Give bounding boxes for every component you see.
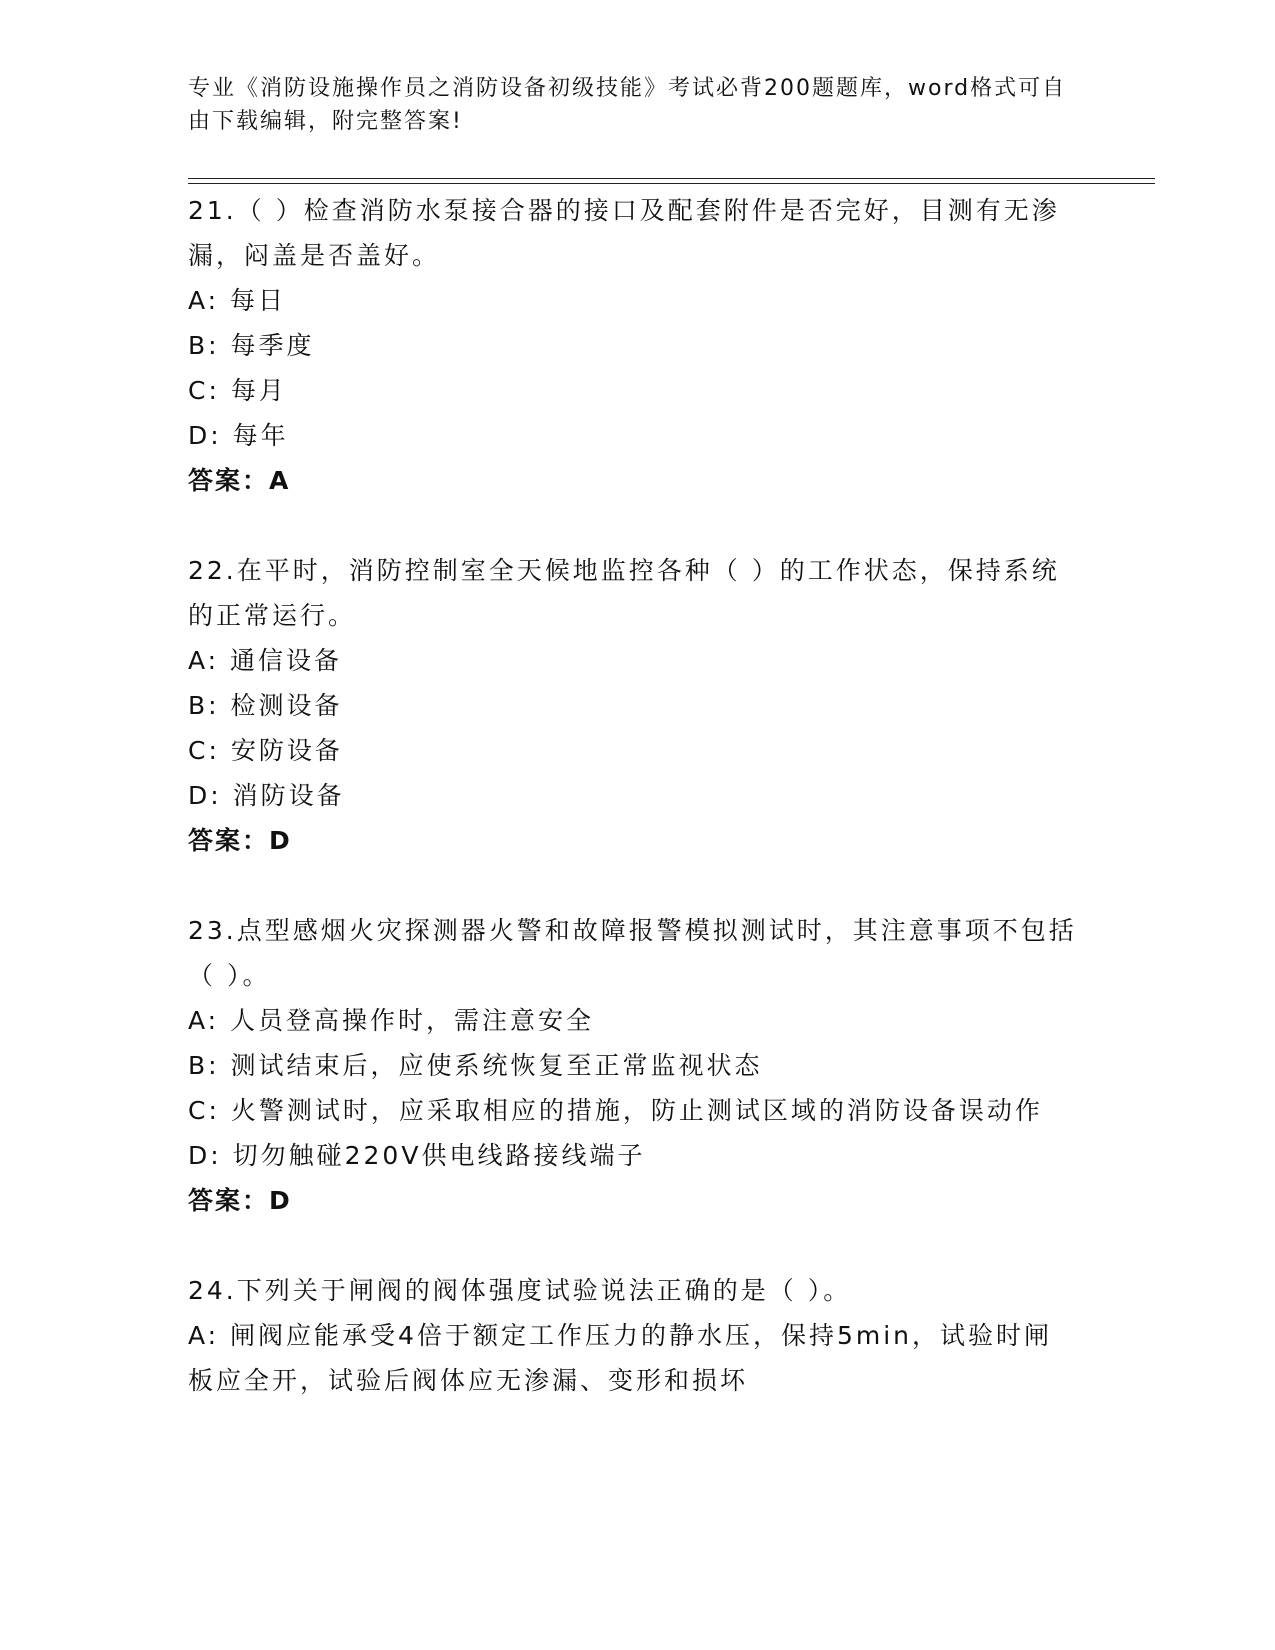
question-21 — [188, 188, 1078, 503]
answer: 答案：A — [188, 466, 291, 495]
question-24 — [188, 1268, 1078, 1403]
question-22 — [188, 548, 1078, 863]
option-d: D: 消防设备 — [188, 781, 345, 810]
option-d: D: 每年 — [188, 421, 289, 450]
question-list — [188, 188, 1078, 1403]
answer: 答案：D — [188, 1186, 292, 1215]
document-header: 专业《消防设施操作员之消防设备初级技能》考试必背200题题库，word格式可自由下载编辑，附完整答案! — [188, 76, 1067, 134]
question-stem: 24.下列关于闸阀的阀体强度试验说法正确的是（ ）。 — [188, 1276, 852, 1305]
option-b: B: 检测设备 — [188, 691, 343, 720]
answer: 答案：D — [188, 826, 292, 855]
question-spacer — [188, 503, 1078, 548]
question-spacer — [188, 863, 1078, 908]
option-b: B: 每季度 — [188, 331, 315, 360]
option-c: C: 每月 — [188, 376, 287, 405]
option-a: A: 每日 — [188, 286, 287, 315]
question-23 — [188, 908, 1078, 1223]
header-divider-top — [188, 178, 1155, 179]
question-stem: 22.在平时，消防控制室全天候地监控各种（ ）的工作状态，保持系统的正常运行。 — [188, 556, 1060, 630]
option-a: A: 人员登高操作时，需注意安全 — [188, 1006, 595, 1035]
question-spacer — [188, 1223, 1078, 1268]
option-a: A: 闸阀应能承受4倍于额定工作压力的静水压，保持5min，试验时闸板应全开，试验后阀体应无渗漏、变形和损坏 — [188, 1321, 1052, 1395]
option-c: C: 火警测试时，应采取相应的措施，防止测试区域的消防设备误动作 — [188, 1096, 1043, 1125]
option-b: B: 测试结束后，应使系统恢复至正常监视状态 — [188, 1051, 763, 1080]
question-stem: 23.点型感烟火灾探测器火警和故障报警模拟测试时，其注意事项不包括（ ）。 — [188, 916, 1077, 990]
option-a: A: 通信设备 — [188, 646, 343, 675]
question-stem: 21.（ ）检查消防水泵接合器的接口及配套附件是否完好，目测有无渗漏，闷盖是否盖好。 — [188, 196, 1060, 270]
option-c: C: 安防设备 — [188, 736, 343, 765]
header-divider-bottom — [188, 183, 1155, 184]
option-d: D: 切勿触碰220V供电线路接线端子 — [188, 1141, 646, 1170]
